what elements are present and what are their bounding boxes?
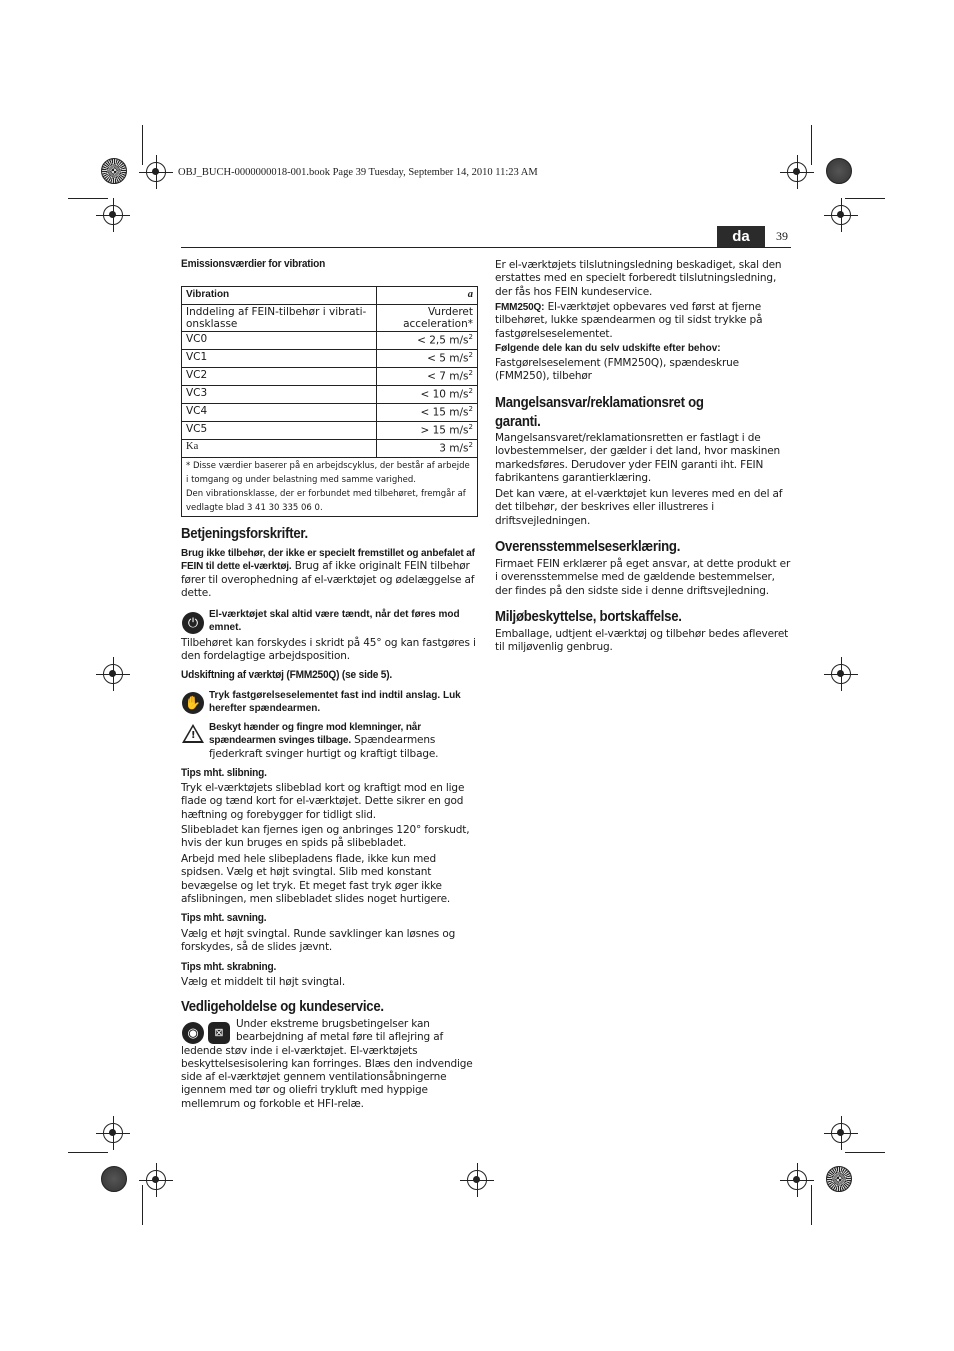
environment-paragraph: Emballage, udtjent el-værktøj og tilbehør bedes afleveret til miljøvenlig genbrug. <box>495 628 789 654</box>
table-cell: < 7 $m/s^2$ <box>377 368 478 386</box>
table-cell: 3 $m/s^2$ <box>377 440 478 458</box>
section-title-operating: Betjeningsforskrifter. <box>181 525 308 542</box>
section-title-environment: Miljøbeskyttelse, bortskaffelse. <box>495 608 682 625</box>
table-cell: VC5 <box>182 422 377 440</box>
table-row <box>182 422 478 440</box>
tips-scrape-p: Vælg et middelt til højt svingtal. <box>181 976 346 988</box>
registration-mark <box>831 1123 851 1143</box>
parts-list: Fastgørelseselement (FMM250Q), spændeskrue (FMM250), tilbehør <box>495 357 739 383</box>
registration-mark <box>831 205 851 225</box>
table-header-cell: Vibration <box>182 287 377 305</box>
table-cell: Vurderet acceleration* <box>377 305 478 332</box>
tips-saw-title: Tips mht. savning. <box>181 912 267 924</box>
table-cell: VC2 <box>182 368 377 386</box>
table-cell: Inddeling af FEIN-tilbehør i vibrati- onsklasse <box>182 305 377 332</box>
replace-note-2: Beskyt hænder og fingre mod klemninger, når spændearmen svinges tilbage. Spændearmens fjederkraft svinger hurtigt og kraftigt tilbage. <box>209 722 439 760</box>
table-cell: VC3 <box>182 386 377 404</box>
registration-mark <box>787 1170 807 1190</box>
registration-mark <box>103 664 123 684</box>
footnote-2: Den vibrationsklasse, der er forbundet med tilbehøret, fremgår af vedlagte blad 3 41 30 335 06 0. <box>186 489 466 513</box>
table-cell: VC4 <box>182 404 377 422</box>
warning-triangle-icon: ! <box>182 724 204 743</box>
tips-grinding-p3: Arbejd med hele slibepladens flade, ikke kun med spidsen. Vælg et højt svingtal. Slib med konstant bevægelse og let tryk. Et meget fast tryk øger ikke afslibningen, men slibebladet slides noget hurtigere. <box>181 853 451 905</box>
section-title-conformity: Overensstemmelseserklæring. <box>495 538 681 555</box>
table-cell: < 2,5 $m/s^2$ <box>377 332 478 350</box>
table-row <box>182 368 478 386</box>
header-rule <box>181 247 791 248</box>
compressed-air-icon: ⊠ <box>208 1022 230 1044</box>
table-header-row <box>182 287 478 305</box>
table-row <box>182 350 478 368</box>
table-cell: < 5 $m/s^2$ <box>377 350 478 368</box>
table-row <box>182 386 478 404</box>
operating-switch-note: El-værktøjet skal altid være tændt, når det føres mod emnet. <box>209 609 460 633</box>
registration-mark <box>146 162 166 182</box>
table-footnote <box>182 458 478 517</box>
replace-title: Udskiftning af værktøj (FMM250Q) (se side 5). <box>181 669 393 681</box>
table-header-cell: a <box>377 287 478 305</box>
file-info-line: OBJ_BUCH-0000000018-001.book Page 39 Tuesday, September 14, 2010 11:23 AM <box>178 167 538 178</box>
table-row <box>182 332 478 350</box>
eye-protection-icon: ◉ <box>182 1022 204 1044</box>
power-switch-icon: ⏻ <box>182 612 204 634</box>
tips-grinding-p1: Tryk el-værktøjets slibeblad kort og kraftigt mod en lige flade og tænd kort for el-værktøjet. Dette sikrer en god hæftning og forebygger for tidligt slid. <box>181 782 465 821</box>
table-cell: > 15 $m/s^2$ <box>377 422 478 440</box>
parts-title: Følgende dele kan du selv udskifte efter behov: <box>495 343 721 354</box>
color-rosette <box>101 158 127 184</box>
operating-paragraph-2: Tilbehøret kan forskydes i skridt på 45° og kan fastgøres i den fordelagtige arbejdsposition. <box>181 637 476 663</box>
table-row <box>182 440 478 458</box>
tips-grinding-title: Tips mht. slibning. <box>181 767 267 779</box>
table-cell: < 10 $m/s^2$ <box>377 386 478 404</box>
tips-scrape-title: Tips mht. skrabning. <box>181 961 277 973</box>
vibration-table <box>181 286 478 517</box>
tips-grinding-p2: Slibebladet kan fjernes igen og anbringes 120° forskudt, hvis der kun bruges en spids på slibebladet. <box>181 824 470 850</box>
operating-warning-bold: Brug ikke tilbehør, der ikke er specielt fremstillet og anbefalet af FEIN til dette el-værktøj. <box>181 548 475 573</box>
registration-mark <box>831 664 851 684</box>
cable-paragraph: Er el-værktøjets tilslutningsledning beskadiget, skal den erstattes med en specielt forberedt tilslutningsledning, der fås hos FEIN kundeservice. <box>495 259 782 298</box>
table-footnote-row <box>182 458 478 517</box>
replace-note-1: Tryk fastgørelseselementet fast ind indtil anslag. Luk herefter spændearmen. <box>209 690 461 714</box>
table-subheader-row <box>182 305 478 332</box>
emission-title: Emissionsværdier for vibration <box>181 258 326 270</box>
registration-mark <box>467 1170 487 1190</box>
conformity-paragraph: Firmaet FEIN erklærer på eget ansvar, at dette produkt er i overensstemmelse med de gældende bestemmelser, der findes på den sidste side i denne driftsvejledning. <box>495 558 791 597</box>
registration-mark <box>787 162 807 182</box>
warranty-paragraph-2: Det kan være, at el-værktøjet kun leveres med en del af det tilbehør, der beskrives eller illustreres i driftsvejledningen. <box>495 488 783 527</box>
maintenance-paragraph: Under ekstreme brugsbetingelser kan bearbejdning af metal føre til aflejring af ledende støv inde i el-værktøjet. El-værktøjets beskyttelsesisolering kan forringes. Blæs den indvendige side af el-værktøjet gennem ventilationsåbningerne igennem med tør og oliefri trykluft med hyppige mellemrum og forkoble et HFI-relæ. <box>181 1018 473 1110</box>
storage-paragraph: FMM250Q: El-værktøjet opbevares ved først at fjerne tilbehøret, lukke spændearmen og til sidst trykke på fastgørelseselementet. <box>495 301 763 340</box>
table-cell: Ka <box>182 440 377 458</box>
registration-mark <box>146 1170 166 1190</box>
color-rosette <box>826 1166 852 1192</box>
table-cell: VC1 <box>182 350 377 368</box>
clamp-icon: ✋ <box>182 692 204 714</box>
operating-text: Brug af ikke originalt FEIN tilbehør fører til overophedning af el-værktøjet og ødelæggelse af dette. <box>181 560 475 599</box>
footnote-1: * Disse værdier baserer på en arbejdscyklus, der består af arbejde i tomgang og under belastning med samme varighed. <box>186 461 470 485</box>
section-title-maintenance: Vedligeholdelse og kundeservice. <box>181 998 384 1015</box>
section-title-warranty-1: Mangelsansvar/reklamationsret og <box>495 394 704 411</box>
table-cell: VC0 <box>182 332 377 350</box>
tips-saw-p: Vælg et højt svingtal. Runde savklinger kan løsnes og forskydes, så de slides jævnt. <box>181 928 456 954</box>
color-rosette <box>101 1166 127 1192</box>
warranty-paragraph-1: Mangelsansvaret/reklamationsretten er fastlagt i de lovbestemmelser, der gælder i det land, hvor maskinen markedsføres. Derudover yder FEIN garanti iht. FEIN fabrikantens garantierklæring. <box>495 432 781 484</box>
table-cell: < 15 $m/s^2$ <box>377 404 478 422</box>
table-row <box>182 404 478 422</box>
section-title-warranty-2: garanti. <box>495 413 541 430</box>
registration-mark <box>103 1123 123 1143</box>
operating-paragraph-1 <box>181 547 479 600</box>
language-badge: da <box>717 226 765 248</box>
color-rosette <box>826 158 852 184</box>
registration-mark <box>103 205 123 225</box>
page-number: 39 <box>776 229 788 243</box>
